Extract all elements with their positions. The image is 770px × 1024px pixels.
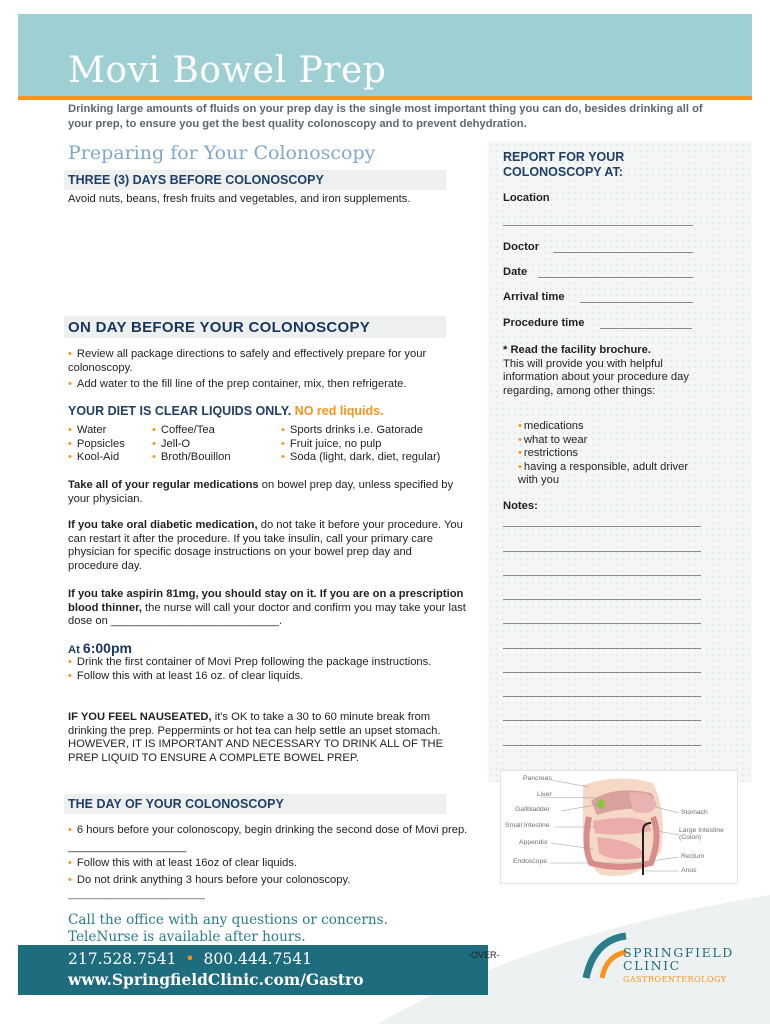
contact-note: Call the office with any questions or concerns. TeleNurse is available after hours.	[68, 912, 388, 945]
notes-line[interactable]	[503, 551, 701, 552]
three-days-label: THREE (3) DAYS BEFORE COLONOSCOPY	[68, 173, 324, 187]
list-item: • Sports drinks i.e. Gatorade	[281, 424, 423, 436]
list-item: • Kool-Aid	[68, 451, 120, 464]
list-item: • Jell-O	[152, 437, 191, 450]
anatomy-label: Liver	[537, 791, 552, 798]
liquids-col-3	[281, 424, 440, 465]
header-rule	[18, 96, 752, 100]
report-heading: REPORT FOR YOUR COLONOSCOPY AT:	[503, 150, 625, 179]
blank-line: ______________________	[68, 888, 205, 900]
list-item: • Review all package directions to safely and effectively prepare for your colonoscopy.	[68, 348, 427, 374]
phone-link[interactable]: 217.528.7541	[68, 950, 177, 968]
list-item: • having a responsible, adult driver with you	[518, 460, 689, 487]
notes-line[interactable]	[503, 648, 701, 649]
at-time-heading: At 6:00pm	[68, 640, 132, 656]
anatomy-label: Appendix	[519, 839, 548, 846]
diabetic-paragraph: If you take oral diabetic medication, do not take it before your procedure. You can restart it after the procedure. If you take insulin, call your primary care physician for specific dosage instructions on your bowel prep day and procedure day.	[68, 519, 463, 572]
date-label: Date	[503, 266, 528, 278]
phone-link[interactable]: 800.444.7541	[203, 950, 312, 968]
liquids-col-1	[68, 424, 125, 465]
anatomy-label: Large Intestine (Colon)	[679, 827, 724, 841]
day-before-label: ON DAY BEFORE YOUR COLONOSCOPY	[68, 319, 371, 336]
list-item: • Drink the first container of Movi Prep following the package instructions.	[68, 656, 432, 668]
notes-line[interactable]	[503, 696, 701, 697]
arrival-label: Arrival time	[503, 291, 565, 303]
location-field[interactable]	[503, 225, 693, 226]
procedure-label: Procedure time	[503, 317, 585, 329]
three-days-text: Avoid nuts, beans, fresh fruits and vegetables, and iron supplements.	[68, 193, 411, 205]
notes-line[interactable]	[503, 720, 701, 721]
clinic-logo-text: SPRINGFIELD CLINIC GASTROENTEROLOGY	[623, 945, 734, 984]
phone-numbers: 217.528.7541 • 800.444.7541	[68, 950, 312, 968]
list-item: • medications	[518, 420, 584, 432]
list-item: • Broth/Bouillon	[152, 451, 231, 464]
notes-line[interactable]	[503, 575, 701, 576]
notes-line[interactable]	[503, 623, 701, 624]
anatomy-label: Small Intestine	[505, 822, 550, 829]
day-of-bullets	[68, 822, 473, 888]
list-item: • Follow this with at least 16 oz. of clear liquids.	[68, 669, 304, 682]
day-before-bullets	[68, 348, 468, 392]
list-item: • Water	[68, 424, 107, 436]
at-time-bullets	[68, 656, 463, 683]
doctor-label: Doctor	[503, 241, 540, 253]
notes-line[interactable]	[503, 526, 701, 527]
date-field[interactable]	[538, 277, 693, 278]
list-item: • Do not drink anything 3 hours before your colonoscopy.	[68, 873, 351, 886]
page-title: Movi Bowel Prep	[68, 50, 387, 91]
location-label: Location	[503, 192, 550, 204]
day-of-label: THE DAY OF YOUR COLONOSCOPY	[68, 797, 284, 811]
anatomy-label: Pancreas	[523, 775, 552, 782]
medications-paragraph: Take all of your regular medications on bowel prep day, unless specified by your physician.	[68, 479, 454, 505]
anatomy-illustration	[500, 770, 738, 884]
list-item: • Popsicles	[68, 437, 125, 450]
doctor-field[interactable]	[553, 252, 693, 253]
aspirin-paragraph: If you take aspirin 81mg, you should stay on it. If you are on a prescription blood thinner, the nurse will call your doctor and confirm you may take your last dose on ___________________________.	[68, 588, 466, 628]
over-label: -OVER-	[468, 950, 500, 960]
list-item: • Add water to the fill line of the prep container, mix, then refrigerate.	[68, 378, 407, 391]
brochure-note: * Read the facility brochure. This will provide you with helpful information about your procedure day regarding, among other things:	[503, 344, 689, 397]
list-item: • what to wear	[518, 433, 588, 446]
list-item: • Coffee/Tea	[152, 424, 215, 436]
notes-line[interactable]	[503, 599, 701, 600]
anatomy-label: Gallbladder	[515, 806, 550, 813]
diet-heading: YOUR DIET IS CLEAR LIQUIDS ONLY. NO red liquids.	[68, 404, 384, 418]
notes-line[interactable]	[503, 672, 701, 673]
anatomy-label: Rectum	[681, 853, 705, 860]
list-item: • restrictions	[518, 447, 579, 460]
notes-line[interactable]	[503, 745, 701, 746]
list-item: • Fruit juice, no pulp	[281, 437, 382, 450]
liquids-col-2	[152, 424, 231, 465]
anatomy-label: Endoscope	[513, 858, 548, 865]
list-item: • Follow this with at least 16oz of clear liquids.	[68, 857, 298, 869]
list-item: • 6 hours before your colonoscopy, begin drinking the second dose of Movi prep. ___________________	[68, 824, 468, 853]
anatomy-label: Stomach	[681, 809, 708, 816]
anatomy-label: Anus	[681, 867, 697, 874]
procedure-field[interactable]	[600, 328, 692, 329]
notes-label: Notes:	[503, 500, 538, 512]
website-link[interactable]: www.SpringfieldClinic.com/Gastro	[68, 970, 364, 989]
nausea-paragraph: IF YOU FEEL NAUSEATED, it's OK to take a 30 to 60 minute break from drinking the prep. Peppermints or hot tea can help settle an upset stomach. HOWEVER, IT IS IMPORTANT AND NECESSARY TO DRINK ALL OF THE PREP LIQUID TO ENSURE A COMPLETE BOWEL PREP.	[68, 711, 444, 764]
preparing-heading: Preparing for Your Colonoscopy	[68, 142, 376, 164]
arrival-field[interactable]	[580, 302, 693, 303]
brochure-list	[518, 420, 708, 488]
list-item: • Soda (light, dark, diet, regular)	[281, 451, 441, 464]
intro-text: Drinking large amounts of fluids on your prep day is the single most important thing you can do, besides drinking all of your prep, to ensure you get the best quality colonoscopy and to prevent dehydration.	[68, 103, 703, 130]
